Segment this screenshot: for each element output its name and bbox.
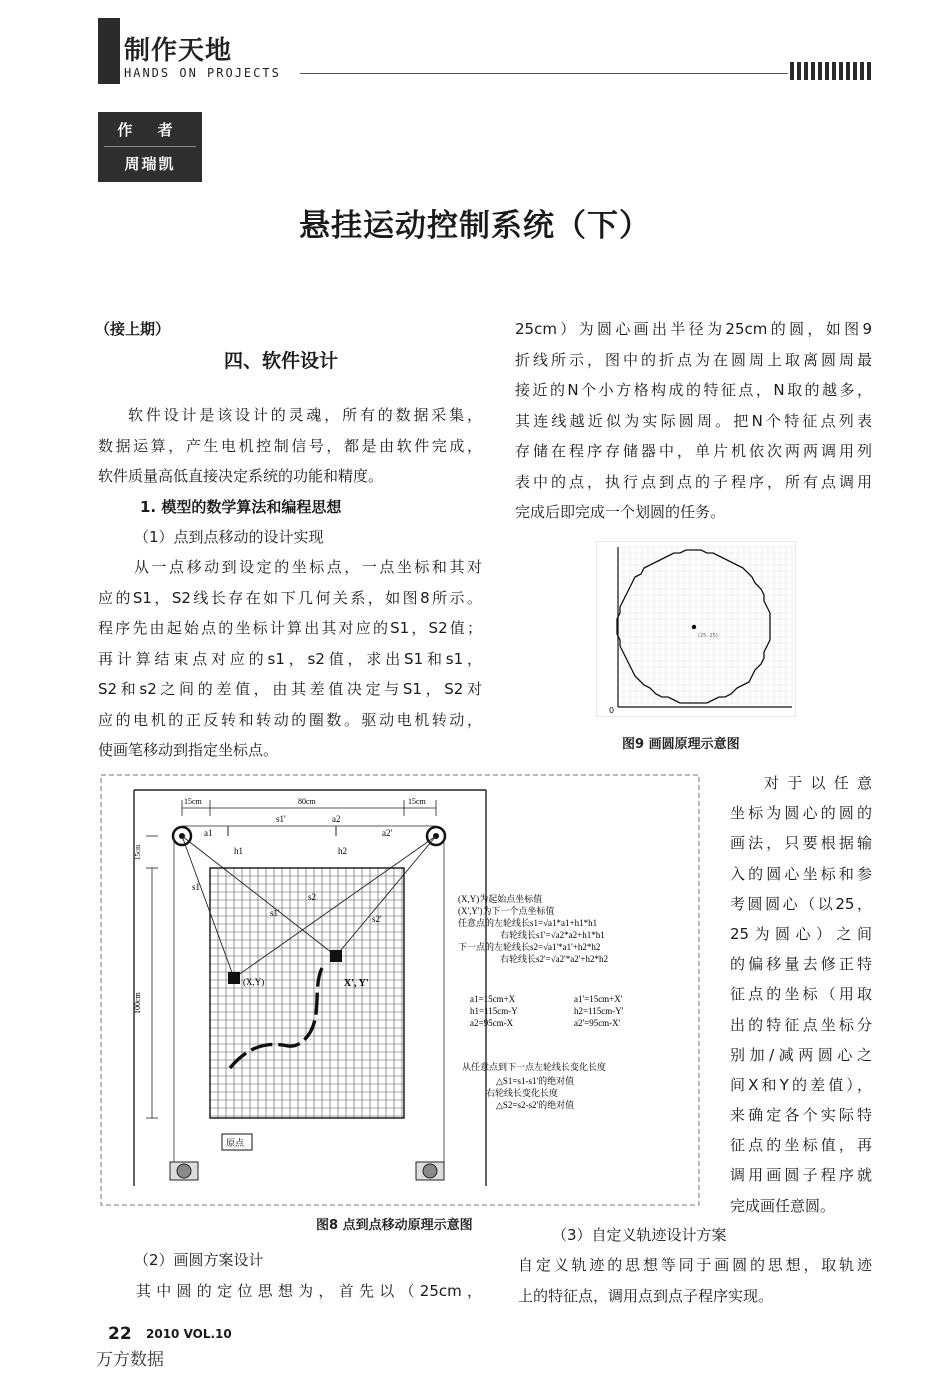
label-s2p: s2' xyxy=(372,914,382,924)
text-line: 应的电机的正反转和转动的圈数。驱动电机转动， xyxy=(98,710,482,729)
text-line: 自定义轨迹的思想等同于画圆的思想，取轨迹 xyxy=(518,1256,872,1274)
note-line: 任意点的左轮线长s1=√a1*a1+h1*h1 xyxy=(458,918,598,928)
text-line: 的偏移量去修正特 xyxy=(730,955,872,974)
text-line: 25为圆心）之间 xyxy=(730,924,872,943)
label-h2: h2 xyxy=(338,846,347,856)
delta-line: △S1=s1-s1'的绝对值 xyxy=(496,1076,575,1086)
text-line: 接近的N个小方格构成的特征点，N取的越多， xyxy=(515,381,872,399)
text-line: 使画笔移动到指定坐标点。 xyxy=(98,741,279,759)
circle-diagram xyxy=(596,541,796,717)
note-line: 右轮线长s1'=√a2*a2+h1*h1 xyxy=(500,930,605,940)
paragraph-trajectory xyxy=(518,1250,872,1311)
page-number: 22 xyxy=(108,1324,132,1344)
paragraph-arbitrary-circle xyxy=(730,768,872,1221)
text-line: 完成后即完成一个划圆的任务。 xyxy=(515,503,726,521)
paragraph-circle-start xyxy=(136,1276,482,1307)
header-stripes xyxy=(790,62,872,80)
label-s1pp: s1' xyxy=(270,908,280,918)
text-line: 其连线越近似为实际圆周。把N个特征点列表 xyxy=(515,411,872,430)
text-line: 存储在程序存储器中，单片机依次两两调用列 xyxy=(515,442,872,460)
label-a2: a2 xyxy=(332,814,341,824)
label-h1: h1 xyxy=(234,846,243,856)
text-line: 上的特征点，调用点到点子程序实现。 xyxy=(518,1286,774,1305)
label-s1: s1 xyxy=(192,882,201,892)
section-title: 制作天地 xyxy=(124,36,233,66)
text-line: 表中的点，执行点到点的子程序，所有点调用 xyxy=(515,472,872,491)
dim-label: 80cm xyxy=(298,797,316,806)
delta-line: 右轮线长变化长度 xyxy=(486,1088,559,1098)
text-line: 别加/减两圆心之 xyxy=(730,1045,872,1064)
paragraph-software-intro xyxy=(98,400,482,492)
subheading-model: 1. 模型的数学算法和编程思想 xyxy=(140,498,342,516)
delta-line: 从任意点到下一点左轮线长变化长度 xyxy=(462,1062,607,1072)
start-point xyxy=(228,972,240,984)
text-line: 其中圆的定位思想为，首先以（25cm， xyxy=(136,1282,482,1300)
label-s1p: s1' xyxy=(276,814,286,824)
text-line: 征点的坐标（用取 xyxy=(730,985,872,1004)
figure-8 xyxy=(100,774,700,1206)
text-line: 画法，只要根据输 xyxy=(730,834,872,853)
text-line: S2和s2之间的差值，由其差值决定与S1，S2对 xyxy=(98,680,482,698)
subheading-p2p: （1）点到点移动的设计实现 xyxy=(134,528,324,546)
text-line: 折线所示，图中的折点为在圆周上取离圆周最 xyxy=(515,350,872,369)
watermark: 万方数据 xyxy=(96,1350,164,1370)
text-line: 入的圆心坐标和参 xyxy=(730,864,872,883)
label-a1: a1 xyxy=(204,828,213,838)
figure-8-caption: 图8 点到点移动原理示意图 xyxy=(316,1218,473,1233)
header-bar xyxy=(98,18,120,84)
paragraph-p2p xyxy=(98,552,482,766)
dim-label: 15cm xyxy=(134,844,142,860)
formula: a1'=15cm+X' xyxy=(574,994,623,1004)
author-label: 作 者 xyxy=(117,121,183,139)
paragraph-circle xyxy=(515,314,872,528)
text-line: 考圆圆心（以25， xyxy=(730,894,872,913)
figure-9 xyxy=(596,541,796,717)
subheading-trajectory: （3）自定义轨迹设计方案 xyxy=(552,1226,727,1244)
center-dot xyxy=(692,625,696,629)
subheading-circle: （2）画圆方案设计 xyxy=(134,1251,264,1269)
formula: h2=115cm-Y' xyxy=(574,1006,624,1016)
text-line: 软件设计是该设计的灵魂，所有的数据采集， xyxy=(128,406,482,424)
text-line: 25cm）为圆心画出半径为25cm的圆，如图9 xyxy=(515,320,872,338)
text-line: 从一点移动到设定的坐标点，一点坐标和其对 xyxy=(134,558,482,576)
note-line: 下一点的左轮线长s2=√a1'*a1'+h2*h2 xyxy=(458,942,601,952)
center-label: (25, 25) xyxy=(698,633,718,639)
section-heading: 四、软件设计 xyxy=(224,350,339,372)
text-line: 征点的坐标值，再 xyxy=(730,1136,872,1155)
text-line: 对于以任意 xyxy=(764,774,872,792)
label-next-xy: X', Y' xyxy=(344,978,369,989)
next-point xyxy=(330,950,342,962)
formula: a1=15cm+X xyxy=(470,994,516,1004)
text-line: 坐标为圆心的圆的 xyxy=(730,804,872,823)
author-box xyxy=(98,112,202,182)
formula: a2=95cm-X xyxy=(470,1018,514,1028)
text-line: 程序先由起始点的坐标计算出其对应的S1，S2值； xyxy=(98,619,482,637)
note-line: 右轮线长s2'=√a2'*a2'+h2*h2 xyxy=(500,954,608,964)
p2p-diagram xyxy=(100,774,700,1206)
dim-label: 15cm xyxy=(184,797,202,806)
text-line: 调用画圆子程序就 xyxy=(730,1166,872,1185)
note-line: (X',Y')为下一个点坐标值 xyxy=(458,906,555,916)
text-line: 应的S1，S2线长存在如下几何关系，如图8所示。 xyxy=(98,588,482,607)
dim-label: 15cm xyxy=(408,797,426,806)
header-rule xyxy=(300,73,788,74)
section-subtitle: HANDS ON PROJECTS xyxy=(124,66,281,80)
formula: h1=115cm-Y xyxy=(470,1006,518,1016)
dim-label: 100cm xyxy=(133,992,142,1014)
text-line: 数据运算，产生电机控制信号，都是由软件完成， xyxy=(98,436,482,455)
text-line: 出的特征点坐标分 xyxy=(730,1015,872,1034)
text-line: 间X和Y的差值）， xyxy=(730,1075,872,1094)
article-title: 悬挂运动控制系统（下） xyxy=(299,208,651,244)
figure-9-caption: 图9 画圆原理示意图 xyxy=(622,737,740,752)
formula: a2'=95cm-X' xyxy=(574,1018,621,1028)
label-start-xy: (X,Y) xyxy=(243,977,265,987)
author-name: 周瑞凯 xyxy=(124,155,176,173)
label-a2p: a2' xyxy=(382,828,393,838)
text-line: 完成画任意圆。 xyxy=(730,1196,836,1215)
label-s2: s2 xyxy=(308,892,317,902)
text-line: 再计算结束点对应的s1，s2值，求出S1和s1， xyxy=(98,649,482,668)
delta-line: △S2=s2-s2'的绝对值 xyxy=(496,1100,575,1110)
continued-note: （接上期） xyxy=(95,320,171,338)
label-origin: 原点 xyxy=(226,1138,245,1148)
text-line: 来确定各个实际特 xyxy=(730,1106,872,1125)
origin-label: 0 xyxy=(609,706,615,715)
text-line: 软件质量高低直接决定系统的功能和精度。 xyxy=(98,467,384,485)
volume-label: 2010 VOL.10 xyxy=(146,1327,232,1341)
note-line: (X,Y)为起始点坐标值 xyxy=(458,894,543,904)
